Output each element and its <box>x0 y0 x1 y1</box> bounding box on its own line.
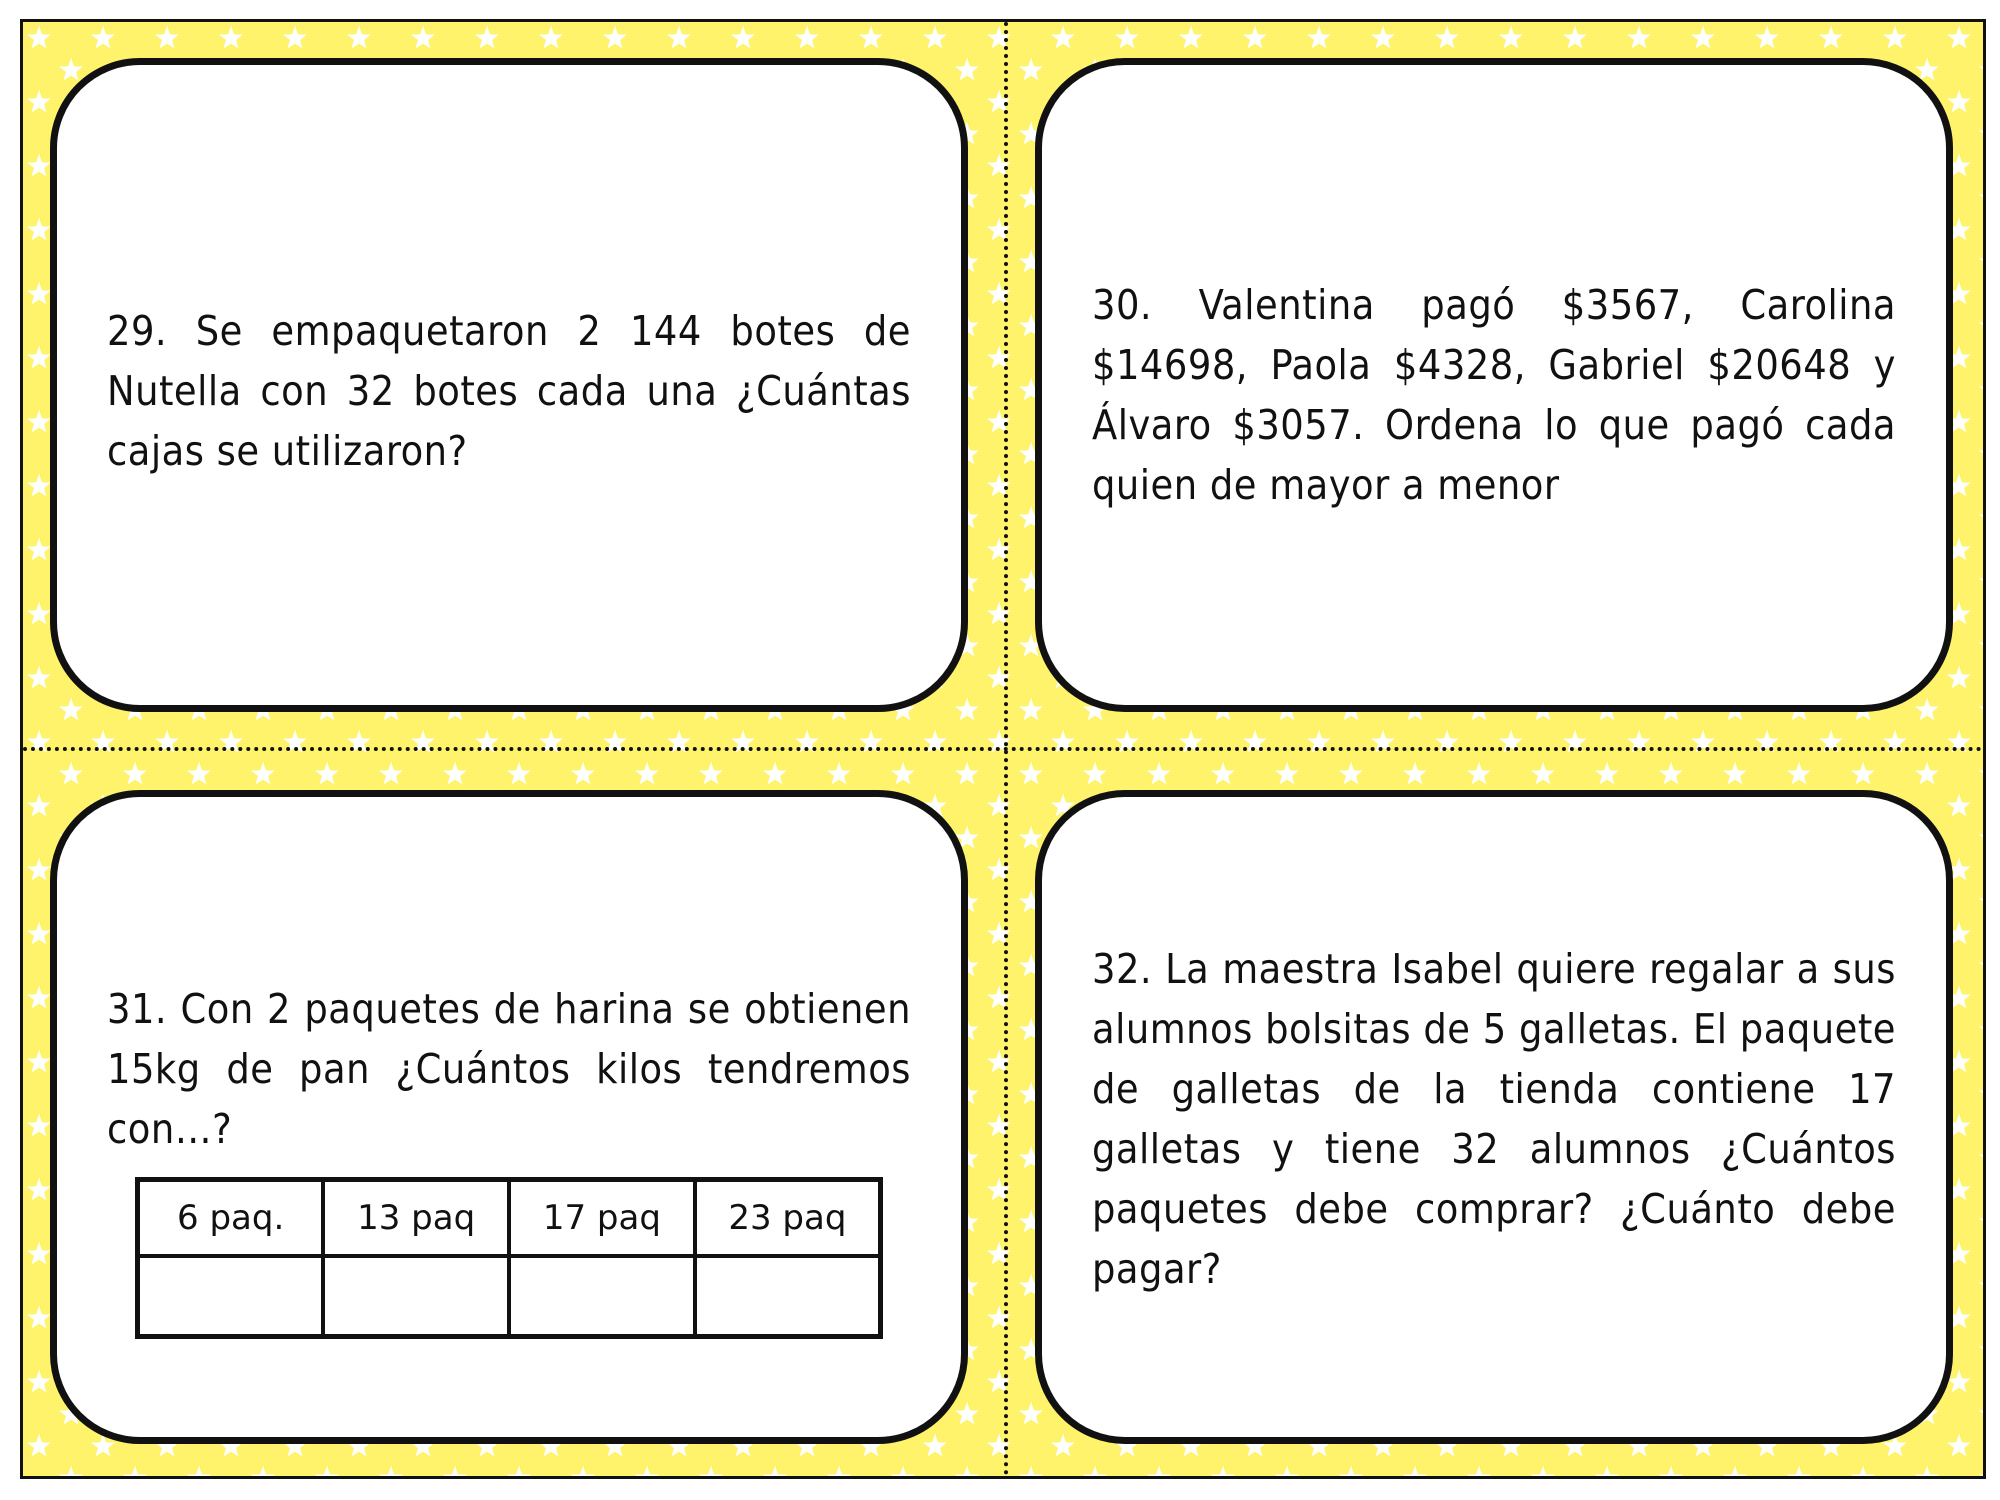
task-card-30 <box>1035 58 1953 712</box>
table-header-cell: 6 paq. <box>138 1180 324 1257</box>
answer-cell <box>695 1256 881 1337</box>
answer-cell <box>323 1256 509 1337</box>
task-card-32 <box>1035 790 1953 1444</box>
table-header-cell: 23 paq <box>695 1180 881 1257</box>
horizontal-cut-line <box>23 747 1983 751</box>
card-29-question: 29. Se empaquetaron 2 144 botes de Nutella con 32 botes cada una ¿Cuántas cajas se utilizaron? <box>107 307 911 475</box>
card-31-question: 31. Con 2 paquetes de harina se obtienen 15kg de pan ¿Cuántos kilos tendremos con…? <box>107 985 911 1153</box>
table-header-cell: 17 paq <box>509 1180 695 1257</box>
card-32-question: 32. La maestra Isabel quiere regalar a sus alumnos bolsitas de 5 galletas. El paquete de galletas de la tienda contiene 17 galletas y tiene 32 alumnos ¿Cuántos paquetes debe comprar? ¿Cuánto debe pagar? <box>1092 945 1896 1293</box>
task-card-29 <box>50 58 968 712</box>
answer-cell <box>509 1256 695 1337</box>
answer-cell <box>138 1256 324 1337</box>
packages-header-row <box>138 1180 881 1257</box>
task-card-sheet <box>20 19 1986 1479</box>
packages-table <box>135 1177 883 1339</box>
task-card-31 <box>50 790 968 1444</box>
table-header-cell: 13 paq <box>323 1180 509 1257</box>
packages-answer-row <box>138 1256 881 1337</box>
card-30-question: 30. Valentina pagó $3567, Carolina $14698, Paola $4328, Gabriel $20648 y Álvaro $3057. Ordena lo que pagó cada quien de mayor a menor <box>1092 281 1896 509</box>
